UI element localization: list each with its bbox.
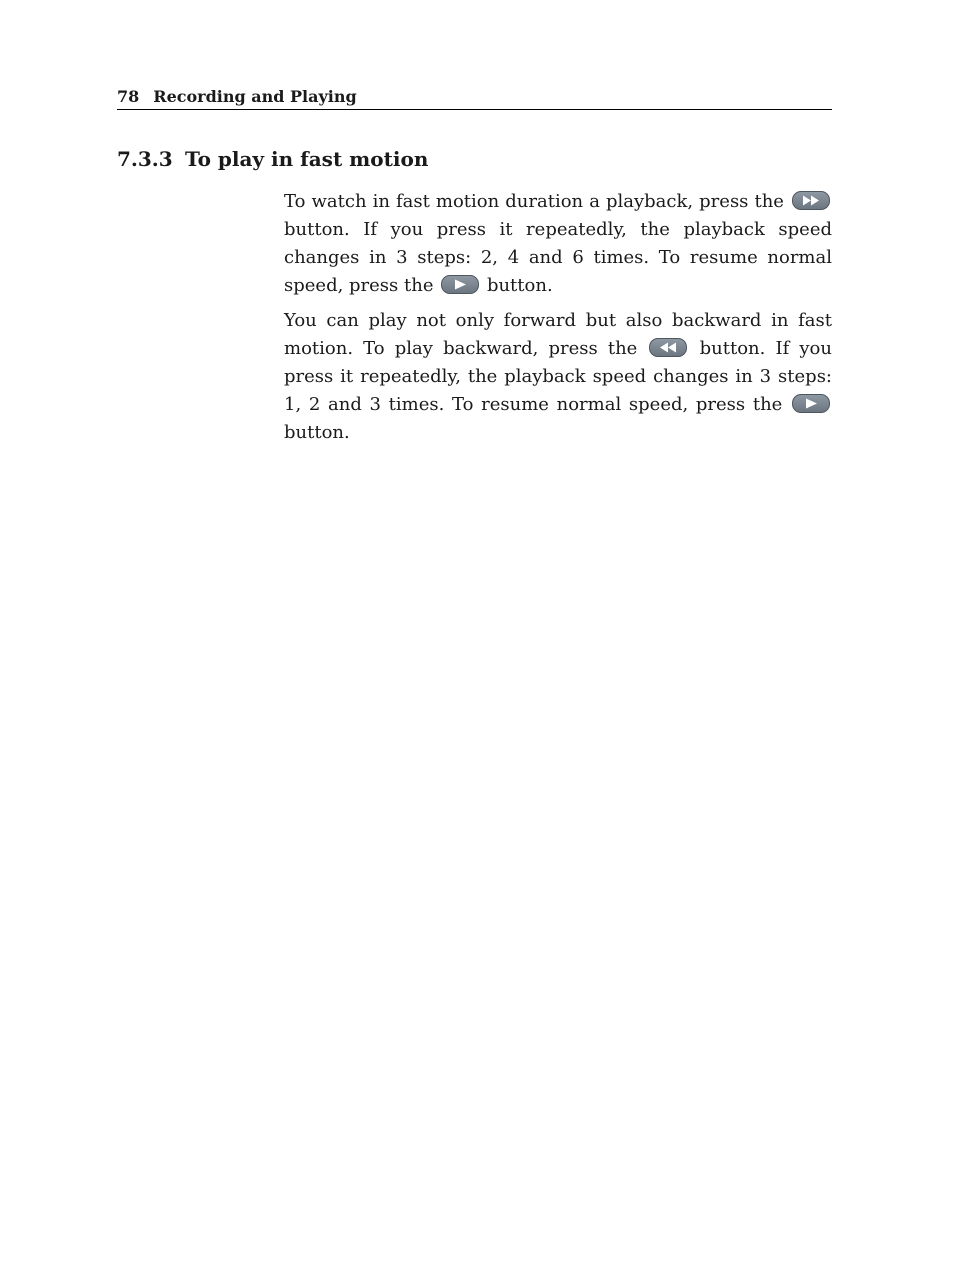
rewind-icon: [649, 338, 687, 357]
play-icon: [441, 275, 479, 294]
text-run: button.: [481, 275, 553, 296]
page-number: 78: [117, 87, 140, 106]
section-title: To play in fast motion: [185, 147, 429, 171]
chapter-title: Recording and Playing: [153, 87, 357, 106]
section-number: 7.3.3: [117, 147, 173, 171]
body-text: [284, 188, 832, 454]
fast-forward-icon: [792, 191, 830, 210]
paragraph-rewind: [284, 307, 832, 447]
section-heading: [117, 145, 428, 173]
text-run: To watch in fast motion duration a playback, press the: [284, 191, 790, 212]
text-run: button.: [284, 422, 350, 443]
paragraph-fast-forward: [284, 188, 832, 300]
text-run: You can play not only forward but also backward in fast motion. To play backward, press the: [284, 310, 832, 359]
running-header: [117, 86, 832, 110]
play-icon: [792, 394, 830, 413]
text-run: button. If you press it repeatedly, the playback speed changes in 3 steps: 1, 2 and 3 times. To resume normal speed, press the: [284, 338, 832, 415]
text-run: button. If you press it repeatedly, the playback speed changes in 3 steps: 2, 4 and 6 times. To resume normal speed, press the: [284, 219, 832, 296]
